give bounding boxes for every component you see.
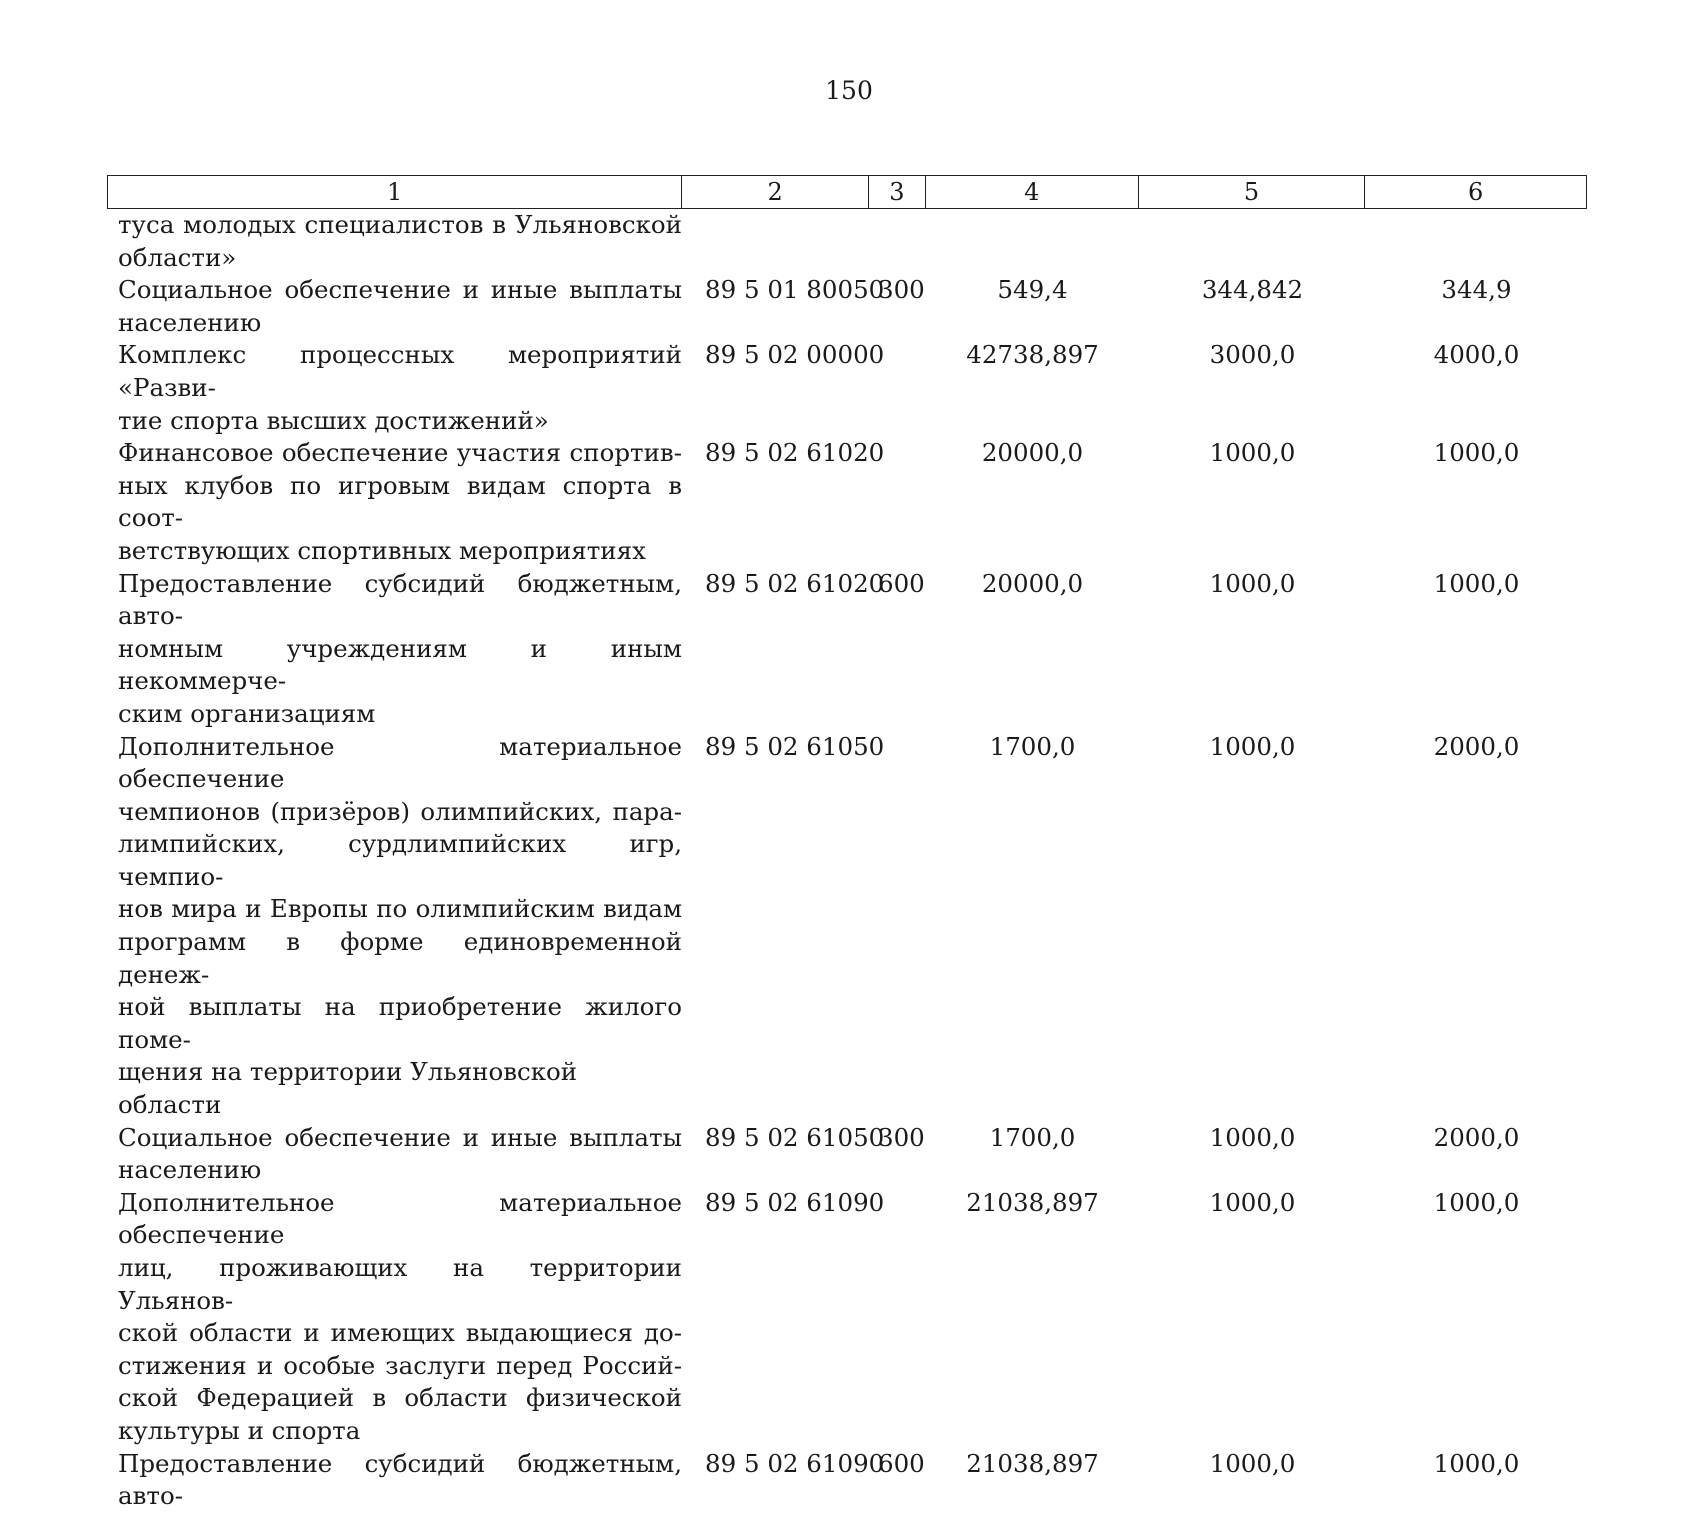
row-description	[107, 339, 682, 437]
row-value-col-6: 1000,0	[1433, 1187, 1520, 1217]
row-target-code: 89 5 02 61020	[705, 568, 885, 598]
header-col-3: 3	[869, 176, 926, 208]
row-value-col-5: 1000,0	[1209, 731, 1296, 761]
row-value-col-4: 42738,897	[966, 340, 1099, 370]
row-value-col-6: 2000,0	[1433, 1122, 1520, 1152]
table-header	[107, 175, 1587, 209]
row-expense-type: 300	[878, 1122, 925, 1152]
row-expense-type: 600	[878, 568, 925, 598]
row-value-col-5: 1000,0	[1209, 1187, 1296, 1217]
header-col-6: 6	[1468, 178, 1484, 206]
table-row	[107, 731, 1587, 1122]
row-value-col-4: 20000,0	[981, 438, 1084, 468]
row-description-line: области»	[118, 242, 237, 272]
row-description-line: лимпийских, сурдлимпийских игр, чемпио-	[118, 829, 682, 891]
row-description-line: туса молодых специалистов в Ульяновской	[118, 210, 682, 239]
row-description-line: лиц, проживающих на территории Ульянов-	[118, 1253, 682, 1315]
row-description-line: населению	[118, 307, 262, 337]
row-value-col-5: 1000,0	[1209, 568, 1296, 598]
row-target-code: 89 5 02 61050	[705, 1122, 885, 1152]
row-value-col-4: 549,4	[997, 275, 1068, 305]
row-description	[107, 731, 682, 1122]
page-number: 150	[825, 76, 873, 105]
row-target-code: 89 5 02 61090	[705, 1187, 885, 1217]
row-description	[107, 274, 682, 339]
row-value-col-4: 1700,0	[989, 1122, 1076, 1152]
row-description-line: нов мира и Европы по олимпийским видам	[118, 894, 682, 924]
row-target-code: 89 5 02 00000	[705, 340, 885, 370]
row-target-code: 89 5 01 80050	[705, 275, 885, 305]
row-value-col-6: 1000,0	[1433, 438, 1520, 468]
row-description-line: Дополнительное материальное обеспечение	[118, 731, 682, 794]
table-body	[107, 209, 1587, 1513]
row-value-col-5: 1000,0	[1209, 438, 1296, 468]
row-value-col-4: 21038,897	[966, 1187, 1099, 1217]
row-description-line: ветствующих спортивных мероприятиях	[118, 535, 646, 565]
row-value-col-6: 4000,0	[1433, 340, 1520, 370]
row-description-line: стижения и особые заслуги перед Россий-	[118, 1350, 682, 1380]
row-value-col-5: 344,842	[1201, 275, 1304, 305]
row-description-line: Предоставление субсидий бюджетным, авто-	[118, 568, 682, 631]
row-description-line: номным учреждениям и иным некоммерче-	[118, 633, 682, 696]
row-description-line: программ в форме единовременной денеж-	[118, 927, 682, 989]
row-expense-type: 600	[878, 1448, 925, 1478]
header-col-2: 2	[682, 176, 869, 208]
row-value-col-6: 344,9	[1441, 275, 1512, 305]
table-row	[107, 437, 1587, 567]
table-row	[107, 1448, 1587, 1513]
budget-table	[107, 175, 1587, 1513]
row-description-line: Социальное обеспечение и иные выплаты	[118, 1122, 682, 1152]
row-description-line: Предоставление субсидий бюджетным, авто-	[118, 1448, 682, 1511]
table-row	[107, 568, 1587, 731]
row-description-line: щения на территории Ульяновской области	[118, 1057, 578, 1120]
row-value-col-4: 1700,0	[989, 731, 1076, 761]
row-target-code: 89 5 02 61090	[705, 1448, 885, 1478]
row-description	[107, 1187, 682, 1448]
header-col-4: 4	[926, 176, 1139, 208]
row-expense-type: 300	[878, 275, 925, 305]
row-description	[107, 1448, 682, 1513]
row-description-line: Финансовое обеспечение участия спортив-	[118, 438, 682, 468]
row-description	[107, 1122, 682, 1187]
table-row	[107, 1187, 1587, 1448]
row-value-col-6: 1000,0	[1433, 568, 1520, 598]
row-description-line: чемпионов (призёров) олимпийских, пара-	[118, 796, 682, 826]
row-description-line: ской Федерацией в области физической	[118, 1383, 682, 1413]
row-description-line: ским организациям	[118, 698, 376, 728]
row-value-col-5: 1000,0	[1209, 1122, 1296, 1152]
row-target-code: 89 5 02 61050	[705, 731, 885, 761]
row-description-line: ской области и имеющих выдающиеся до-	[118, 1318, 682, 1348]
row-value-col-6: 2000,0	[1433, 731, 1520, 761]
row-description-line: культуры и спорта	[118, 1415, 361, 1445]
row-description-line: ной выплаты на приобретение жилого поме-	[118, 992, 682, 1054]
row-description	[107, 568, 682, 731]
table-row	[107, 339, 1587, 437]
row-description-line: населению	[118, 1155, 262, 1185]
table-row	[107, 274, 1587, 339]
header-col-1: 1	[108, 176, 682, 208]
row-description	[107, 437, 682, 567]
row-value-col-4: 21038,897	[966, 1448, 1099, 1478]
row-description-line: Социальное обеспечение и иные выплаты	[118, 275, 682, 305]
row-value-col-5: 3000,0	[1209, 340, 1296, 370]
row-description-line: ных клубов по игровым видам спорта в соот-	[118, 470, 682, 533]
header-col-5: 5	[1139, 176, 1366, 208]
table-row	[107, 1122, 1587, 1187]
table-row	[107, 209, 1587, 274]
row-value-col-4: 20000,0	[981, 568, 1084, 598]
row-description-line: тие спорта высших достижений»	[118, 405, 549, 435]
row-value-col-6: 1000,0	[1433, 1448, 1520, 1478]
row-description-line: Дополнительное материальное обеспечение	[118, 1187, 682, 1250]
row-value-col-5: 1000,0	[1209, 1448, 1296, 1478]
row-description-line: Комплекс процессных мероприятий «Разви-	[118, 340, 682, 402]
row-description	[107, 209, 682, 274]
row-target-code: 89 5 02 61020	[705, 438, 885, 468]
